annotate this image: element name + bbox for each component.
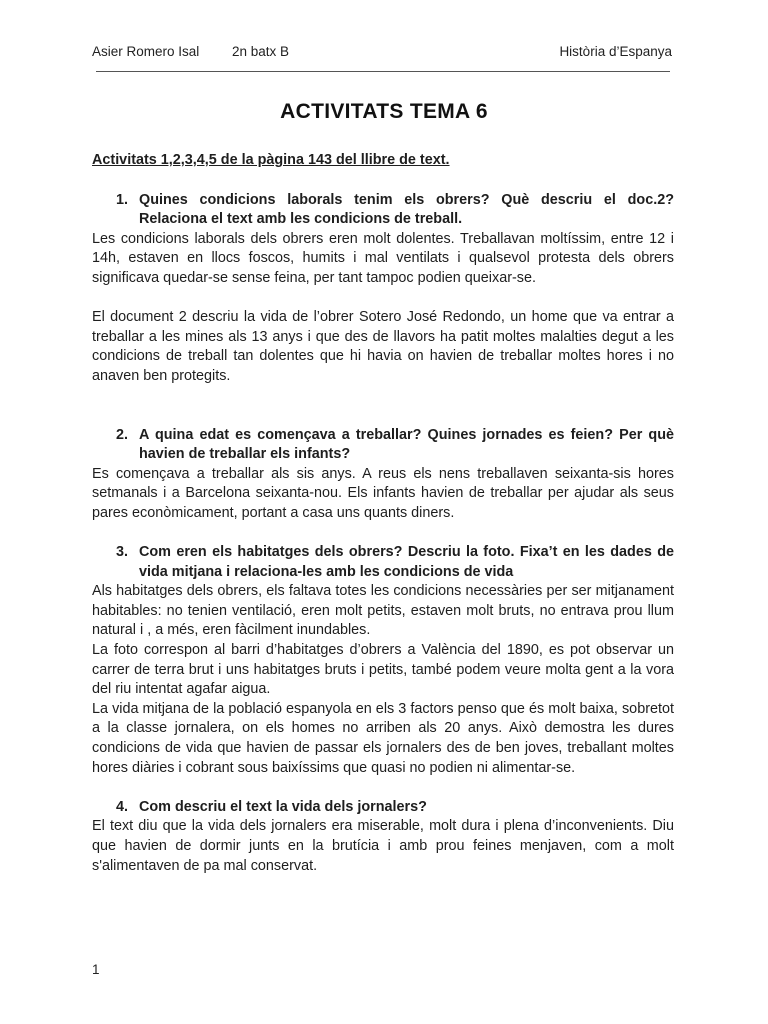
answer-paragraph: Es començava a treballar als sis anys. A reus els nens treballaven seixanta-sis hores setmanals i a Barcelona seixanta-nou. Els infants havien de treballar per ajudar als seus pares econòmicament, portant a casa uns quants diners. [92, 465, 674, 521]
document-title: ACTIVITATS TEMA 6 [280, 100, 488, 123]
author-name: Asier Romero Isal [92, 44, 200, 59]
activities-intro: Activitats 1,2,3,4,5 de la pàgina 143 del llibre de text. [92, 152, 450, 168]
question-number: 4. [116, 798, 129, 815]
section-spacer [92, 778, 674, 798]
answer-paragraph: La vida mitjana de la població espanyola en els 3 factors penso que és molt baixa, sobretot a la classe jornalera, on els homes no arriben als 20 anys. Això demostra les dures condicions de vida que havien de passar els jornalers des de ben joves, treballant moltes hores diàries i cobrant sous baixíssims que quasi no podien ni alimentar-se. [92, 700, 674, 776]
page-header [92, 44, 672, 62]
question-text: Quines condicions laborals tenim els obrers? Què descriu el doc.2? Relaciona el text amb les condicions de treball. [139, 191, 674, 228]
question-2 [92, 426, 674, 465]
section-spacer [92, 387, 674, 426]
paragraph-spacer [92, 289, 674, 309]
question-number: 2. [116, 426, 129, 443]
answer-paragraph: Les condicions laborals dels obrers eren molt dolentes. Treballavan moltíssim, entre 12 i 14h, estaven en llocs foscos, humits i mal ventilats i qualsevol protesta dels obrers significava quedar-se sense feina, per tant tampoc podien queixar-se. [92, 230, 674, 286]
question-text: Com eren els habitatges dels obrers? Descriu la foto. Fixa’t en les dades de vida mitjana i relaciona-les amb les condicions de vida [139, 544, 674, 580]
answer-paragraph: La foto correspon al barri d’habitatges d’obrers a València del 1890, es pot observar un carrer de terra brut i uns habitatges bruts i petits, també podem veure molta gent a la vora del riu intentat agafar aigua. [92, 642, 674, 698]
question-1 [92, 191, 674, 230]
question-number: 1. [116, 191, 129, 208]
question-text: Com descriu el text la vida dels jornalers? [139, 798, 427, 815]
answer-paragraph: Als habitatges dels obrers, els faltava totes les condicions necessàries per ser mitjanament habitables: no tenien ventilació, eren molt petits, estaven molt bruts, no entrava prou llum natural i , a més, eren fàcilment inundables. [92, 583, 674, 639]
section-spacer [92, 524, 674, 544]
page-number: 1 [92, 962, 100, 977]
question-text: A quina edat es començava a treballar? Quines jornades es feien? Per què havien de treballar els infants? [139, 426, 674, 463]
subject-name: Història d’Espanya [559, 44, 672, 59]
answer-paragraph: El text diu que la vida dels jornalers era miserable, molt dura i plena d’inconvenients. Diu que havien de dormir junts en la brutícia i amb prou feines menjaven, com a molt s'alimentaven de pa mal conservat. [92, 818, 674, 874]
header-divider [96, 71, 670, 72]
question-4 [92, 798, 674, 818]
question-number: 3. [116, 544, 129, 561]
document-body [92, 151, 674, 876]
question-3 [92, 543, 674, 582]
class-name: 2n batx B [232, 44, 290, 59]
answer-paragraph: El document 2 descriu la vida de l’obrer Sotero José Redondo, un home que va entrar a treballar a les mines als 13 anys i que des de llavors ha patit moltes malalties degut a les condicions de treball tan dolentes que hi havia on havien de treballar moltes hores i no anaven ben protegits. [92, 309, 674, 384]
